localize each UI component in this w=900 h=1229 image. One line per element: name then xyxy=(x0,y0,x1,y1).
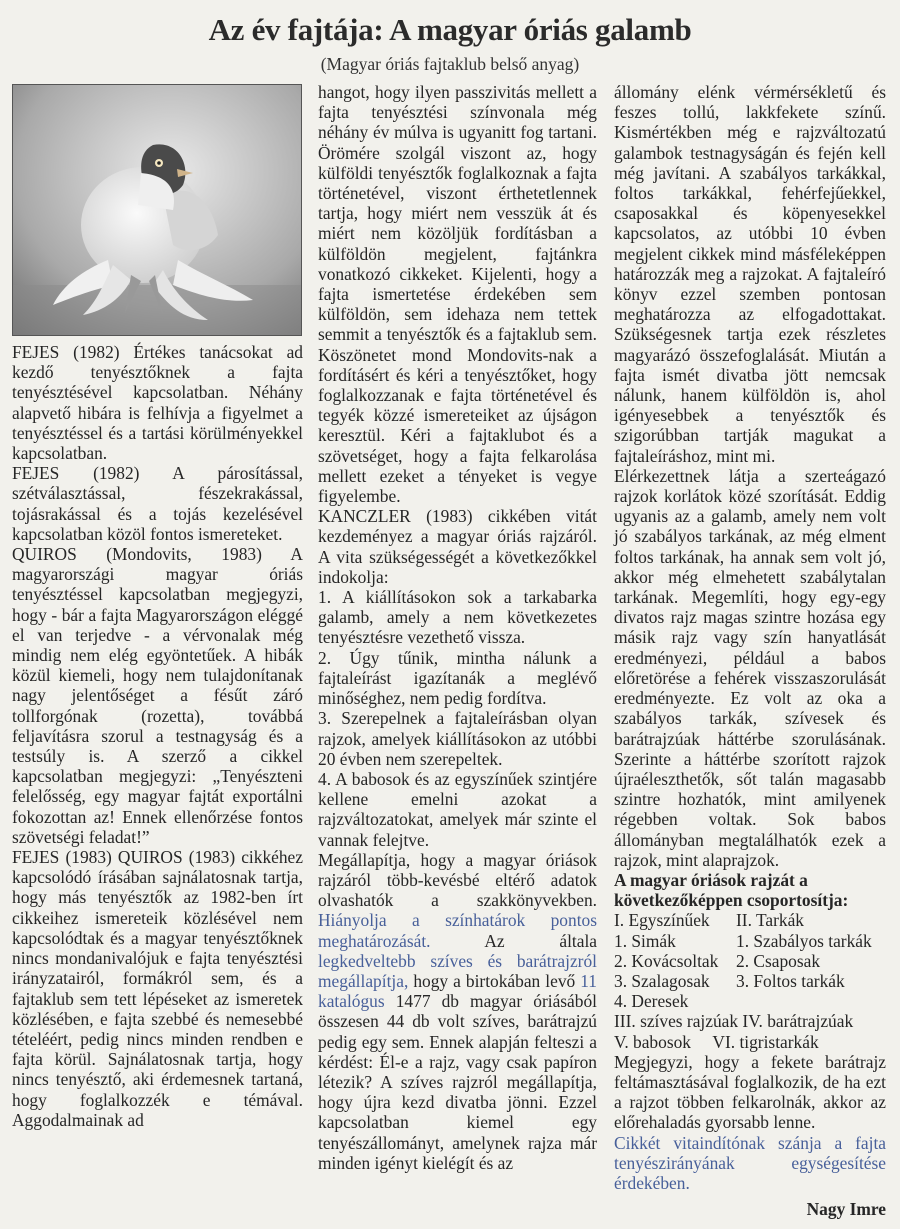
highlighted-text: legkedveltebb szíves és barátrajzról megállapítja, xyxy=(318,950,597,991)
column-2 xyxy=(318,82,597,1173)
group-cell: II. Tarkák xyxy=(736,910,804,931)
group-cell: 3. Szalagosak xyxy=(614,970,710,991)
paragraph xyxy=(318,850,597,1173)
paragraph: hangot, hogy ilyen passzivitás mellett a fajta tenyésztési színvonala még néhány év múlva is ugyanitt fog tartani. Örömére szolgál viszont az, hogy külföldi tenyésztők foglalkoznak a fajta történetével, viszont érthetetlennek tartja, hogy miért nem vesszük át és miért nem közöljük fordításban a külföldön megjelent, fajtánkra vonatkozó cikkeket. Kijelenti, hogy a fajta ismertetése érdekében sem külföldön, sem idehaza nem tettek semmit a tenyésztők és a fajtaklub sem. Köszönetet mond Mondovits-nak a fordításért és kéri a tenyésztőket, hogy foglalkozzanak e fajta történetével és tegyék közzé ismereteiket az újságon keresztül. Kéri a fajtaklubot és a szövetséget, hogy a fajta felkarolása mellett ezeket a tényeket is vegye figyelembe. xyxy=(318,82,597,507)
column-1 xyxy=(12,342,303,1130)
text-run: 1477 db magyar óriásából összesen 44 db volt szíves, barátrajzú pedig egy sem. Ennek alapján felteszi a kérdést: Él-e a rajz, vagy csak papíron létezik? A szíves rajzról megállapítja, hogy újra kezd divatba jönni. Ezzel kapcsolatban kiemel egy tenyészállományt, amelynek rajza már minden igényt kielégít és az xyxy=(318,991,597,1173)
article-title: Az év fajtája: A magyar óriás galamb xyxy=(208,12,692,47)
list-item: 3. Szerepelnek a fajtaleírásban olyan rajzok, amelyek kiállításokon az utóbbi 20 évben nem szerepeltek. xyxy=(318,708,597,769)
text-run: Az általa xyxy=(484,930,598,951)
pigeon-photo xyxy=(12,84,302,336)
group-cell: 1. Szabályos tarkák xyxy=(736,930,872,951)
paragraph: FEJES (1982) Értékes tanácsokat ad kezdő tenyésztőknek a fajta tenyésztésével kapcsolatban. Néhány alapvető hibára is felhívja a figyelmet a tenyésztéssel és a tartási körülményekkel kapcsolatban. xyxy=(12,342,303,464)
group-cell xyxy=(736,991,886,1011)
group-cell: I. Egyszínűek xyxy=(614,910,710,931)
paragraph: Elérkezettnek látja a szerteágazó rajzok korlátok közé szorítását. Eddig ugyanis az a galamb, amely nem volt jó szabályos tarkának, az még elment foltos tarkának, ha annak sem volt jó, akkor még elmehetett szabálytalan tarkának. Megemlíti, hogy egy-egy divatos rajz magas szintre hozása egy másik rajz vagy szín hanyatlását eredményezi, például a babos előretörése a fehérek visszaszorulását eredményezte. Ez volt az oka a szabályos tarkák, szívesek és barátrajzúak háttérbe szorulásának. Szerinte a háttérbe szorított rajzok újraéleszthetők, sőt talán magasabb szintre hozhatók, mint amilyenek régebben voltak. Sok babos állományban megtalálhatók ezek a rajzok, mint alaprajzok. xyxy=(614,465,886,870)
text-run: Megállapítja, hogy a magyar óriások rajzáról több-kevésbé eltérő adatok olvashatók a szakkönyvekben. xyxy=(318,849,597,911)
list-item: 2. Úgy tűnik, mintha nálunk a fajtaleírást igazítanák a meglévő minőséghez, nem pedig fordítva. xyxy=(318,647,597,709)
author-name: Nagy Imre xyxy=(806,1199,886,1220)
group-row: III. szíves rajzúak IV. barátrajzúak xyxy=(614,1011,854,1032)
highlighted-paragraph: Cikkét vitaindítónak szánja a fajta tenyészirányának egységesítése érdekében. xyxy=(614,1132,886,1193)
group-cell: 3. Foltos tarkák xyxy=(736,970,845,991)
paragraph: Megjegyzi, hogy a fekete barátrajz feltámasztásával foglalkozik, de ha ezt a rajzot többen felkarolnák, akkor az előrehaladás gyorsabb lenne. xyxy=(614,1051,886,1133)
paragraph: FEJES (1983) QUIROS (1983) cikkéhez kapcsolódó írásában sajnálatosnak tartja, hogy más tenyésztők az 1982-ben írt cikkeihez ismereteik közlésével nem kapcsolódtak és a magyar tenyésztőknek nincs mondanivalójuk e fajta tenyésztési irányzatairól, formákról sem, és a fajtaklub sem tett lépéseket az ismeretek közlésében, e fajta szebbé és nemesebbé tételéért, pedig nincs minden rendben e fajta körül. Sajnálatosnak tartja, hogy nincs tenyésztő, aki érdemesnek tartaná, hogy foglalkozzék e témával. Aggodalmainak ad xyxy=(12,847,303,1130)
article-subtitle: (Magyar óriás fajtaklub belső anyag) xyxy=(320,54,580,74)
paragraph: KANCZLER (1983) cikkében vitát kezdeményez a magyar óriás rajzáról. A vita szükségességét a következőkkel indokolja: xyxy=(318,506,597,587)
group-cell: 2. Csaposak xyxy=(736,950,821,971)
highlighted-text: Hiányolja a színhatárok pontos meghatározását. xyxy=(318,910,597,951)
list-item: 4. A babosok és az egyszínűek szintjére kellene emelni azokat a rajzváltozatokat, amelyek már szinte el vannak felejtve. xyxy=(318,768,597,850)
group-cell: 4. Deresek xyxy=(614,991,689,1012)
paragraph: FEJES (1982) A párosítással, szétválasztással, fészekrakással, tojásrakással és a tojás kezelésével kapcsolatban közöl fontos ismereteket. xyxy=(12,463,303,544)
list-item: 1. A kiállításokon sok a tarkabarka galamb, amely a nem következetes tenyésztésre vezethető vissza. xyxy=(318,587,597,648)
group-cell: 2. Kovácsoltak xyxy=(614,950,719,971)
text-run: hogy a birtokában levő xyxy=(413,970,576,991)
column-3 xyxy=(614,82,886,1219)
paragraph: állomány elénk vérmérsékletű és feszes tollú, lakkfekete színű. Kismértékben még e rajzváltozatú galambok testnagyságán és fején kell még javítani. A szabályos tarkákkal, foltos tarkákkal, fehérfejűekkel, csaposakkal és köpenyesekkel kapcsolatos, az utóbbi 10 évben megjelent cikkek mind másféleképpen határozzák meg a rajzokat. A fajtaleíró könyv ezzel szemben pontosan meghatározza az elfogadottakat. Szükségesnek tartja ezek részletes magyarázó összefoglalását. Miután a fajta ismét divatba jött nemcsak nálunk, hanem külföldön is, ahol igényesebbek a tenyésztők és szigorúbban tartják magukat a fajtaleíráshoz, mint mi. xyxy=(614,82,886,466)
highlighted-text: 11 katalógus xyxy=(318,970,597,1012)
section-heading: A magyar óriások rajzát a következőképpen csoportosítja: xyxy=(614,869,849,911)
paragraph: QUIROS (Mondovits, 1983) A magyarországi magyar óriás tenyésztéssel kapcsolatban megjegyzi, hogy - bár a fajta Magyarországon eléggé el van terjedve - a vérvonalak még mindig nem elég egyöntetűek. A hibák közül kiemeli, hogy nem tulajdonítanak nagy jelentőséget a fésűt záró tollforgónak (rozetta), továbbá feljavításra szorul a testnagyság és a testsúly is. A szerző a cikkel kapcsolatban megjegyzi: „Tenyészteni felelősség, egy magyar fajtát exportálni fokozottan az! Ennek ellenőrzése fontos szövetségi feladat!” xyxy=(12,544,303,847)
group-cell: 1. Simák xyxy=(614,930,676,951)
grouping-table xyxy=(614,910,886,1011)
group-row: V. babosok VI. tigristarkák xyxy=(614,1031,819,1052)
